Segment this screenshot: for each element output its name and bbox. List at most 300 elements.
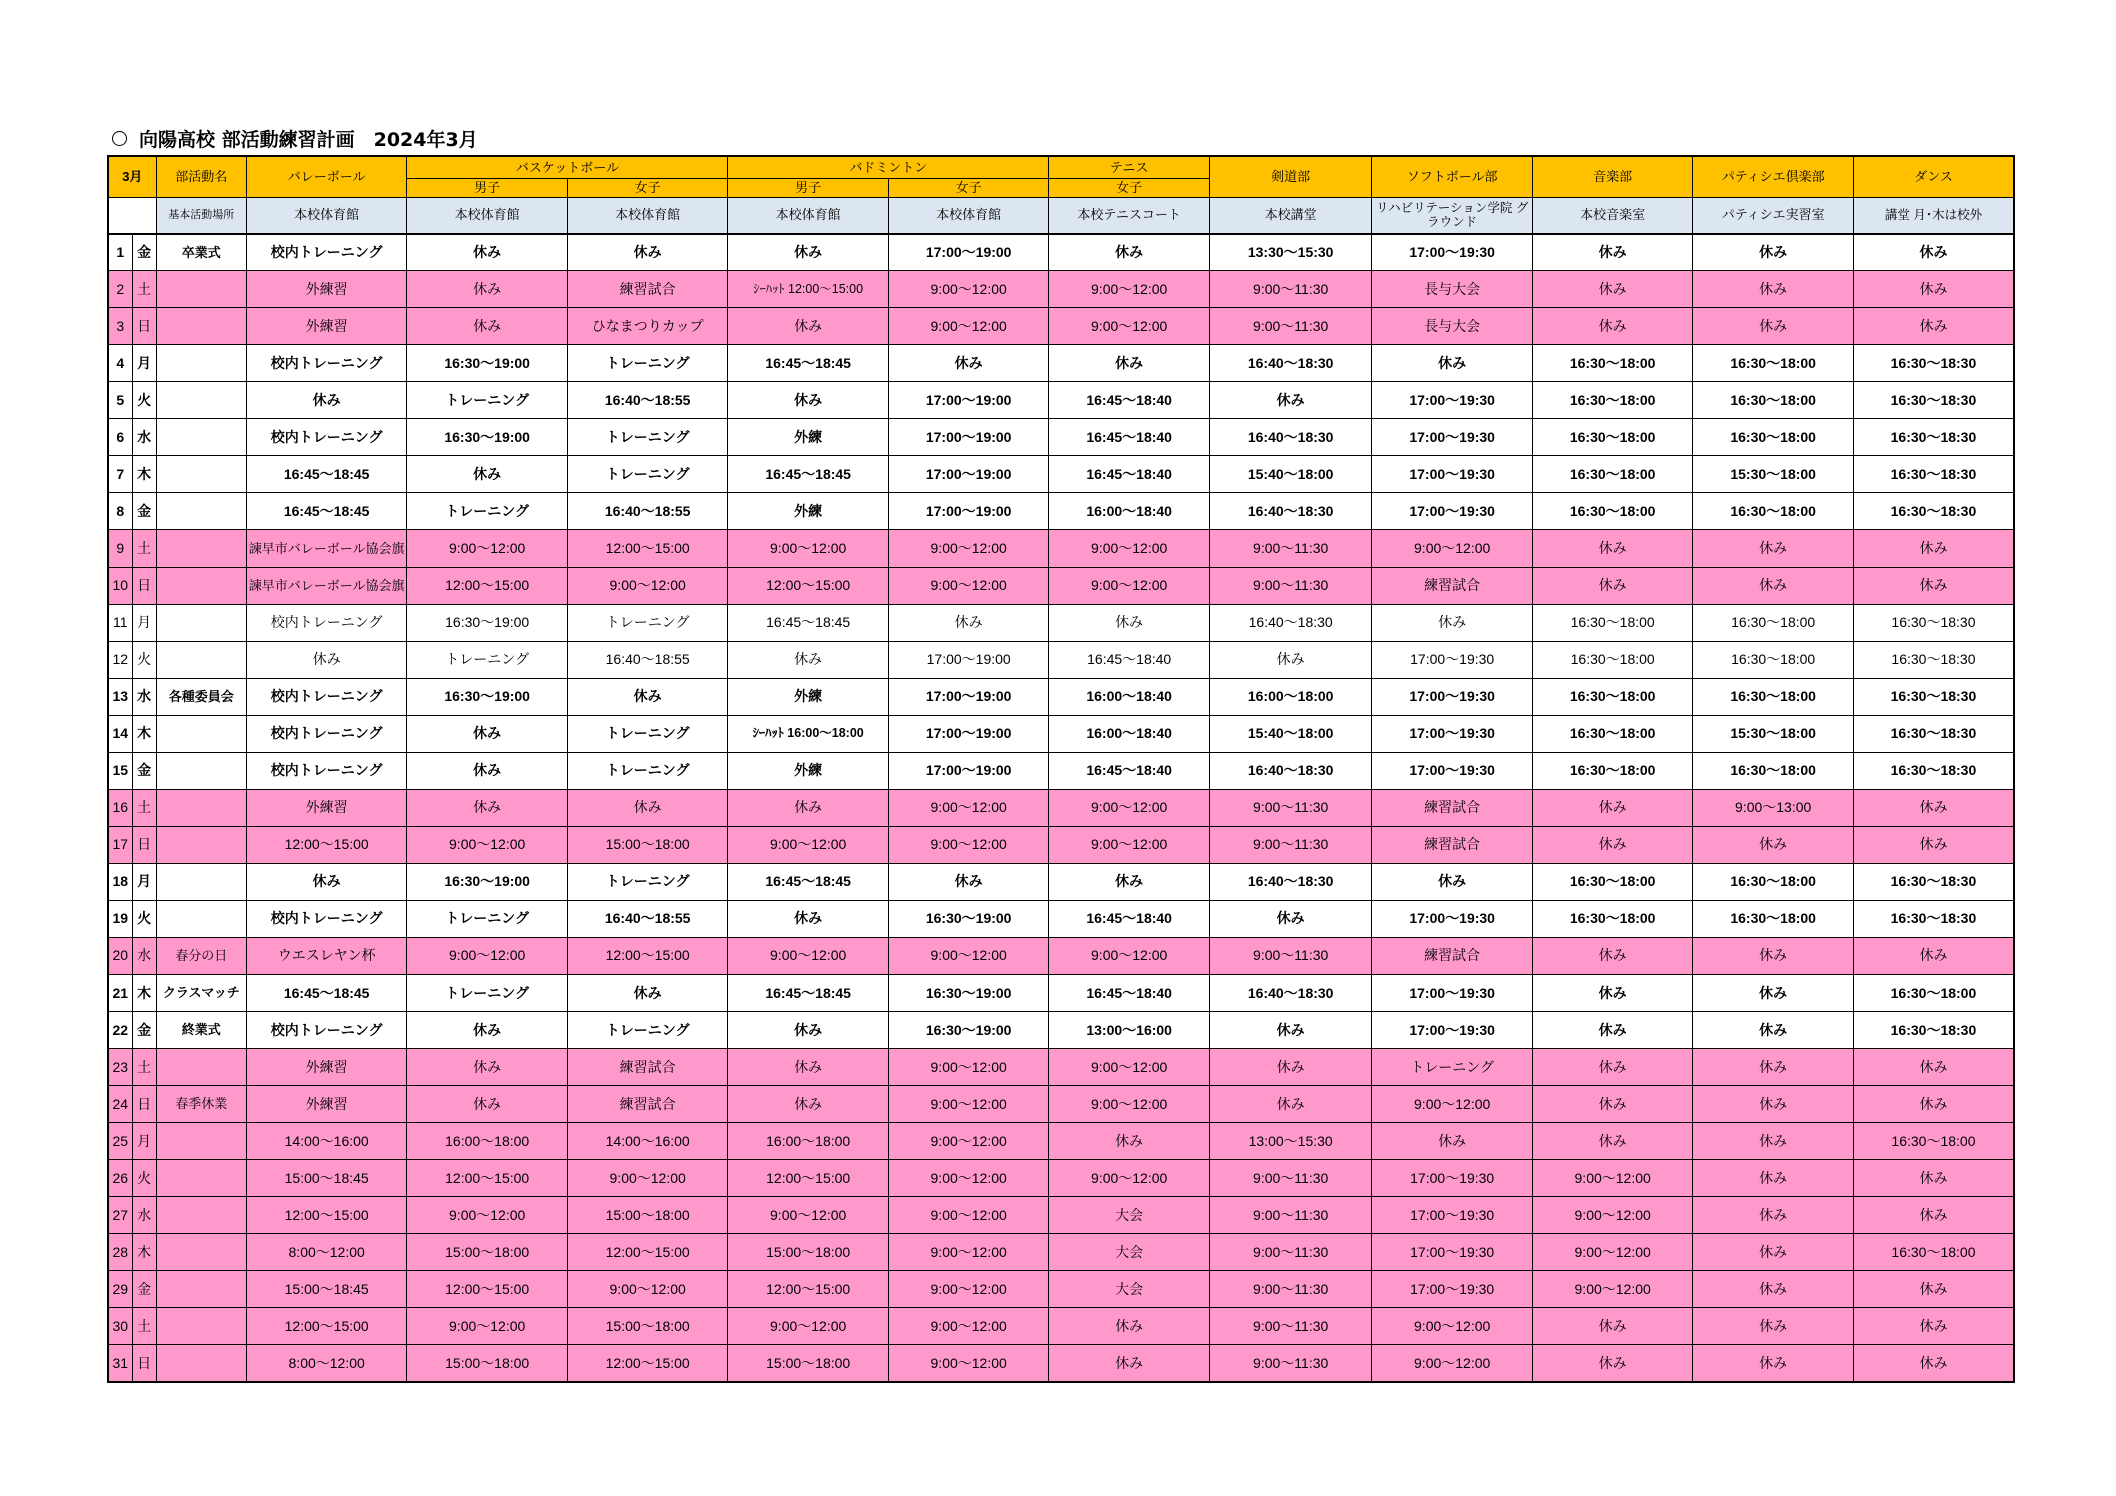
schedule-cell: 16:30～18:00 xyxy=(1693,678,1854,715)
event-cell: 各種委員会 xyxy=(156,678,246,715)
schedule-cell: トレーニング xyxy=(407,641,568,678)
schedule-cell: 9:00～11:30 xyxy=(1209,937,1372,974)
table-row xyxy=(108,1122,2014,1159)
schedule-cell: 16:30～19:00 xyxy=(888,900,1049,937)
weekday: 土 xyxy=(132,1308,156,1345)
schedule-cell: 休み xyxy=(1372,1122,1533,1159)
schedule-cell: 休み xyxy=(1209,382,1372,419)
day-number: 19 xyxy=(108,900,132,937)
schedule-cell: 9:00～12:00 xyxy=(888,1085,1049,1122)
schedule-cell: 休み xyxy=(728,308,889,345)
schedule-cell: 16:30～18:00 xyxy=(1532,493,1693,530)
event-cell: 春分の日 xyxy=(156,937,246,974)
schedule-cell: 16:30～18:00 xyxy=(1693,752,1854,789)
table-row xyxy=(108,789,2014,826)
table-row xyxy=(108,1271,2014,1308)
weekday: 日 xyxy=(132,1345,156,1382)
schedule-cell: 休み xyxy=(1693,234,1854,271)
schedule-cell: 16:45～18:40 xyxy=(1049,641,1210,678)
schedule-cell: 休み xyxy=(1693,1308,1854,1345)
weekday: 木 xyxy=(132,1234,156,1271)
schedule-cell: 16:30～18:30 xyxy=(1853,900,2014,937)
schedule-cell: 16:30～18:00 xyxy=(1532,752,1693,789)
day-number: 9 xyxy=(108,530,132,567)
day-number: 14 xyxy=(108,715,132,752)
schedule-cell: 休み xyxy=(1693,308,1854,345)
schedule-cell: 休み xyxy=(1209,1048,1372,1085)
club-dance: ダンス xyxy=(1853,156,2014,197)
event-cell xyxy=(156,900,246,937)
schedule-cell: トレーニング xyxy=(567,604,728,641)
schedule-cell: 16:45～18:45 xyxy=(246,493,407,530)
weekday: 水 xyxy=(132,678,156,715)
schedule-cell: 9:00～11:30 xyxy=(1209,1160,1372,1197)
table-row xyxy=(108,604,2014,641)
schedule-cell: 9:00～12:00 xyxy=(888,1160,1049,1197)
schedule-cell: 9:00～12:00 xyxy=(1372,1308,1533,1345)
schedule-cell: 17:00～19:30 xyxy=(1372,1160,1533,1197)
schedule-cell: 16:00～18:40 xyxy=(1049,493,1210,530)
event-cell xyxy=(156,604,246,641)
day-number: 18 xyxy=(108,863,132,900)
schedule-cell: 休み xyxy=(1693,937,1854,974)
schedule-cell: 16:40～18:30 xyxy=(1209,752,1372,789)
schedule-cell: 16:00～18:40 xyxy=(1049,715,1210,752)
schedule-cell: 17:00～19:30 xyxy=(1372,752,1533,789)
schedule-cell: 9:00～13:00 xyxy=(1693,789,1854,826)
weekday: 金 xyxy=(132,752,156,789)
table-row xyxy=(108,1308,2014,1345)
schedule-cell: 校内トレーニング xyxy=(246,419,407,456)
schedule-cell: 9:00～12:00 xyxy=(567,1160,728,1197)
schedule-cell: 9:00～12:00 xyxy=(1532,1197,1693,1234)
schedule-cell: 16:30～18:00 xyxy=(1532,715,1693,752)
schedule-cell: 休み xyxy=(567,678,728,715)
schedule-cell: 16:45～18:45 xyxy=(246,456,407,493)
schedule-cell: 9:00～12:00 xyxy=(888,1122,1049,1159)
schedule-cell: 休み xyxy=(246,641,407,678)
day-number: 7 xyxy=(108,456,132,493)
table-row xyxy=(108,419,2014,456)
schedule-cell: 9:00～12:00 xyxy=(728,937,889,974)
schedule-cell: 休み xyxy=(1532,234,1693,271)
day-number: 17 xyxy=(108,826,132,863)
schedule-cell: 16:30～18:00 xyxy=(1693,419,1854,456)
schedule-cell: 15:00～18:00 xyxy=(567,1308,728,1345)
day-number: 20 xyxy=(108,937,132,974)
schedule-cell: 休み xyxy=(246,863,407,900)
schedule-cell: 9:00～12:00 xyxy=(728,826,889,863)
event-cell xyxy=(156,1197,246,1234)
schedule-cell: 16:00～18:40 xyxy=(1049,678,1210,715)
schedule-cell: 16:30～18:30 xyxy=(1853,604,2014,641)
day-number: 25 xyxy=(108,1122,132,1159)
schedule-cell: 9:00～12:00 xyxy=(1049,271,1210,308)
schedule-cell: 16:30～18:30 xyxy=(1853,678,2014,715)
weekday: 日 xyxy=(132,826,156,863)
schedule-cell: 16:30～18:30 xyxy=(1853,456,2014,493)
schedule-cell: 9:00～11:30 xyxy=(1209,826,1372,863)
schedule-cell: 休み xyxy=(246,382,407,419)
schedule-cell: 16:30～18:00 xyxy=(1853,974,2014,1011)
schedule-cell: 16:30～18:30 xyxy=(1853,1011,2014,1048)
schedule-cell: 12:00～15:00 xyxy=(567,937,728,974)
schedule-cell: 校内トレーニング xyxy=(246,715,407,752)
schedule-cell: 外練 xyxy=(728,752,889,789)
schedule-cell: 9:00～12:00 xyxy=(1049,937,1210,974)
club-badminton: バドミントン xyxy=(728,156,1049,178)
schedule-cell: トレーニング xyxy=(567,863,728,900)
event-cell xyxy=(156,1122,246,1159)
schedule-cell: 9:00～12:00 xyxy=(407,826,568,863)
schedule-cell: 15:00～18:00 xyxy=(728,1234,889,1271)
schedule-cell: 16:40～18:55 xyxy=(567,900,728,937)
event-cell: 卒業式 xyxy=(156,234,246,271)
schedule-cell: 休み xyxy=(1049,1345,1210,1382)
schedule-cell: 16:45～18:40 xyxy=(1049,456,1210,493)
table-row xyxy=(108,826,2014,863)
schedule-cell: ひなまつりカップ xyxy=(567,308,728,345)
weekday: 火 xyxy=(132,641,156,678)
schedule-cell: 休み xyxy=(1209,641,1372,678)
day-number: 28 xyxy=(108,1234,132,1271)
schedule-cell: 休み xyxy=(1853,271,2014,308)
schedule-cell: 校内トレーニング xyxy=(246,234,407,271)
schedule-cell: 17:00～19:00 xyxy=(888,382,1049,419)
schedule-cell: 12:00～15:00 xyxy=(246,826,407,863)
schedule-cell: 休み xyxy=(407,1085,568,1122)
event-cell xyxy=(156,1345,246,1382)
event-cell xyxy=(156,863,246,900)
schedule-cell: 9:00～11:30 xyxy=(1209,1345,1372,1382)
schedule-cell: 9:00～12:00 xyxy=(888,1308,1049,1345)
schedule-cell: 16:30～19:00 xyxy=(888,1011,1049,1048)
schedule-cell: 休み xyxy=(1853,234,2014,271)
schedule-cell: 8:00～12:00 xyxy=(246,1234,407,1271)
schedule-cell: 14:00～16:00 xyxy=(246,1122,407,1159)
schedule-cell: 休み xyxy=(728,382,889,419)
table-row xyxy=(108,1160,2014,1197)
schedule-cell: 16:30～18:30 xyxy=(1853,715,2014,752)
schedule-cell: 休み xyxy=(1693,1085,1854,1122)
schedule-cell: 16:30～19:00 xyxy=(888,974,1049,1011)
schedule-cell: 休み xyxy=(1532,826,1693,863)
schedule-cell: 休み xyxy=(1372,345,1533,382)
schedule-cell: 17:00～19:00 xyxy=(888,641,1049,678)
day-number: 21 xyxy=(108,974,132,1011)
table-row xyxy=(108,1197,2014,1234)
day-number: 15 xyxy=(108,752,132,789)
schedule-cell: 12:00～15:00 xyxy=(407,1271,568,1308)
schedule-cell: 休み xyxy=(728,789,889,826)
schedule-cell: 休み xyxy=(407,789,568,826)
schedule-cell: 休み xyxy=(728,641,889,678)
club-tennis: テニス xyxy=(1049,156,1210,178)
schedule-cell: 16:45～18:40 xyxy=(1049,974,1210,1011)
table-row xyxy=(108,234,2014,271)
schedule-cell: 休み xyxy=(1853,308,2014,345)
schedule-cell: 9:00～12:00 xyxy=(728,1308,889,1345)
day-number: 4 xyxy=(108,345,132,382)
schedule-cell: 16:45～18:45 xyxy=(728,456,889,493)
schedule-cell: 17:00～19:30 xyxy=(1372,641,1533,678)
schedule-cell: トレーニング xyxy=(407,493,568,530)
page-title-text: 向陽高校 部活動練習計画 2024年3月 xyxy=(139,129,478,151)
schedule-cell: 9:00～12:00 xyxy=(888,789,1049,826)
schedule-cell: 16:30～18:00 xyxy=(1853,1122,2014,1159)
tennis-girls: 女子 xyxy=(1049,178,1210,197)
schedule-cell: 休み xyxy=(1532,974,1693,1011)
schedule-cell: 9:00～12:00 xyxy=(888,1234,1049,1271)
weekday: 日 xyxy=(132,567,156,604)
table-row xyxy=(108,1085,2014,1122)
schedule-cell: 17:00～19:00 xyxy=(888,456,1049,493)
schedule-cell: 9:00～12:00 xyxy=(407,1308,568,1345)
schedule-cell: 16:30～19:00 xyxy=(407,678,568,715)
schedule-cell: 17:00～19:00 xyxy=(888,715,1049,752)
table-row xyxy=(108,271,2014,308)
schedule-cell: 16:30～18:00 xyxy=(1693,382,1854,419)
schedule-cell: 16:40～18:30 xyxy=(1209,974,1372,1011)
schedule-cell: 12:00～15:00 xyxy=(246,1308,407,1345)
schedule-cell: 16:30～18:30 xyxy=(1853,641,2014,678)
schedule-cell: 休み xyxy=(1693,1234,1854,1271)
event-cell xyxy=(156,1160,246,1197)
schedule-cell: 9:00～12:00 xyxy=(1372,1085,1533,1122)
schedule-cell: 諫早市バレーボール協会旗 xyxy=(246,567,407,604)
schedule-cell: 休み xyxy=(1693,826,1854,863)
weekday: 金 xyxy=(132,1271,156,1308)
weekday: 土 xyxy=(132,271,156,308)
schedule-cell: 9:00～12:00 xyxy=(728,530,889,567)
schedule-cell: 16:45～18:45 xyxy=(728,974,889,1011)
day-number: 10 xyxy=(108,567,132,604)
weekday: 土 xyxy=(132,789,156,826)
schedule-cell: 休み xyxy=(1209,1085,1372,1122)
schedule-cell: 16:45～18:40 xyxy=(1049,382,1210,419)
place-basketball-boys: 本校体育館 xyxy=(407,197,568,233)
club-music: 音楽部 xyxy=(1532,156,1693,197)
schedule-cell: 16:30～18:00 xyxy=(1532,900,1693,937)
schedule-cell: 休み xyxy=(1853,567,2014,604)
schedule-cell: 9:00～12:00 xyxy=(1372,530,1533,567)
schedule-cell: 16:30～19:00 xyxy=(407,604,568,641)
schedule-cell: 休み xyxy=(888,604,1049,641)
table-row xyxy=(108,493,2014,530)
weekday: 水 xyxy=(132,937,156,974)
schedule-cell: 休み xyxy=(1853,937,2014,974)
schedule-cell: 休み xyxy=(728,900,889,937)
schedule-cell: 17:00～19:30 xyxy=(1372,493,1533,530)
schedule-cell: 15:00～18:00 xyxy=(407,1345,568,1382)
schedule-cell: 17:00～19:00 xyxy=(888,678,1049,715)
event-cell xyxy=(156,530,246,567)
schedule-cell: 9:00～11:30 xyxy=(1209,789,1372,826)
schedule-cell: 14:00～16:00 xyxy=(567,1122,728,1159)
schedule-cell: 校内トレーニング xyxy=(246,752,407,789)
schedule-cell: 校内トレーニング xyxy=(246,1011,407,1048)
basketball-girls: 女子 xyxy=(567,178,728,197)
schedule-cell: ウエスレヤン杯 xyxy=(246,937,407,974)
schedule-cell: 休み xyxy=(1853,1048,2014,1085)
schedule-cell: 17:00～19:00 xyxy=(888,493,1049,530)
schedule-cell: 16:45～18:40 xyxy=(1049,752,1210,789)
schedule-cell: 休み xyxy=(1693,1271,1854,1308)
schedule-cell: 16:30～18:00 xyxy=(1693,900,1854,937)
day-number: 24 xyxy=(108,1085,132,1122)
schedule-cell: 17:00～19:30 xyxy=(1372,678,1533,715)
schedule-cell: 校内トレーニング xyxy=(246,604,407,641)
weekday: 月 xyxy=(132,1122,156,1159)
schedule-cell: 9:00～12:00 xyxy=(888,271,1049,308)
schedule-cell: 13:30～15:30 xyxy=(1209,234,1372,271)
weekday: 土 xyxy=(132,530,156,567)
schedule-cell: 大会 xyxy=(1049,1197,1210,1234)
schedule-cell: 16:30～18:30 xyxy=(1853,493,2014,530)
table-row xyxy=(108,641,2014,678)
schedule-cell: 練習試合 xyxy=(567,1085,728,1122)
weekday: 火 xyxy=(132,382,156,419)
day-number: 26 xyxy=(108,1160,132,1197)
schedule-cell: 16:30～18:00 xyxy=(1853,1234,2014,1271)
schedule-cell: 休み xyxy=(728,234,889,271)
schedule-cell: 9:00～12:00 xyxy=(1532,1271,1693,1308)
schedule-cell: 16:30～18:00 xyxy=(1532,604,1693,641)
schedule-cell: 17:00～19:30 xyxy=(1372,382,1533,419)
schedule-cell: 12:00～15:00 xyxy=(728,1160,889,1197)
schedule-cell: トレーニング xyxy=(567,345,728,382)
weekday: 土 xyxy=(132,1048,156,1085)
schedule-cell: 休み xyxy=(1209,900,1372,937)
schedule-cell: 16:40～18:30 xyxy=(1209,604,1372,641)
schedule-cell: 9:00～11:30 xyxy=(1209,308,1372,345)
schedule-cell: 9:00～11:30 xyxy=(1209,271,1372,308)
event-cell xyxy=(156,271,246,308)
table-row xyxy=(108,308,2014,345)
schedule-cell: 休み xyxy=(728,1048,889,1085)
day-number: 23 xyxy=(108,1048,132,1085)
schedule-cell: 16:30～18:00 xyxy=(1532,641,1693,678)
schedule-cell: 9:00～11:30 xyxy=(1209,1308,1372,1345)
schedule-cell: 12:00～15:00 xyxy=(728,1271,889,1308)
event-cell xyxy=(156,826,246,863)
schedule-table xyxy=(107,155,2015,1383)
event-cell xyxy=(156,641,246,678)
event-cell xyxy=(156,382,246,419)
schedule-cell: ｼｰﾊｯﾄ 12:00～15:00 xyxy=(728,271,889,308)
place-softball: リハビリテーション学院 グラウンド xyxy=(1372,197,1533,233)
table-row xyxy=(108,937,2014,974)
schedule-cell: 休み xyxy=(407,308,568,345)
schedule-cell: 12:00～15:00 xyxy=(567,1345,728,1382)
schedule-cell: 16:40～18:30 xyxy=(1209,493,1372,530)
day-number: 13 xyxy=(108,678,132,715)
event-cell xyxy=(156,1271,246,1308)
schedule-cell: 9:00～12:00 xyxy=(888,826,1049,863)
day-number: 16 xyxy=(108,789,132,826)
schedule-cell: 休み xyxy=(1853,826,2014,863)
weekday: 金 xyxy=(132,234,156,271)
month-cell: 3月 xyxy=(108,156,156,197)
event-cell xyxy=(156,345,246,382)
schedule-cell: 13:00～16:00 xyxy=(1049,1011,1210,1048)
schedule-cell: 12:00～15:00 xyxy=(567,1234,728,1271)
schedule-cell: 休み xyxy=(1372,863,1533,900)
schedule-cell: 17:00～19:30 xyxy=(1372,1011,1533,1048)
schedule-cell: 12:00～15:00 xyxy=(407,1160,568,1197)
schedule-cell: 練習試合 xyxy=(1372,937,1533,974)
schedule-cell: 9:00～12:00 xyxy=(888,308,1049,345)
schedule-cell: 9:00～12:00 xyxy=(1049,308,1210,345)
schedule-cell: 16:30～18:30 xyxy=(1853,863,2014,900)
schedule-cell: 休み xyxy=(1209,1011,1372,1048)
schedule-cell: 9:00～12:00 xyxy=(1049,1160,1210,1197)
table-row xyxy=(108,567,2014,604)
schedule-cell: 大会 xyxy=(1049,1271,1210,1308)
schedule-cell: 休み xyxy=(407,456,568,493)
table-row xyxy=(108,715,2014,752)
schedule-cell: 15:30～18:00 xyxy=(1693,456,1854,493)
schedule-cell: 16:45～18:45 xyxy=(728,345,889,382)
schedule-cell: 休み xyxy=(1693,567,1854,604)
schedule-cell: 休み xyxy=(1693,1160,1854,1197)
weekday: 木 xyxy=(132,974,156,1011)
weekday: 木 xyxy=(132,456,156,493)
schedule-cell: 16:40～18:30 xyxy=(1209,345,1372,382)
schedule-cell: 休み xyxy=(1532,937,1693,974)
schedule-cell: 12:00～15:00 xyxy=(407,567,568,604)
circle-icon xyxy=(112,131,127,146)
weekday: 日 xyxy=(132,1085,156,1122)
place-badminton-boys: 本校体育館 xyxy=(728,197,889,233)
schedule-cell: 17:00～19:00 xyxy=(888,419,1049,456)
schedule-cell: 9:00～12:00 xyxy=(1049,789,1210,826)
event-cell: 春季休業 xyxy=(156,1085,246,1122)
schedule-cell: 9:00～11:30 xyxy=(1209,1197,1372,1234)
schedule-cell: 外練習 xyxy=(246,271,407,308)
place-volleyball: 本校体育館 xyxy=(246,197,407,233)
schedule-cell: ｼｰﾊｯﾄ 16:00～18:00 xyxy=(728,715,889,752)
weekday: 月 xyxy=(132,345,156,382)
schedule-cell: 9:00～12:00 xyxy=(888,1271,1049,1308)
event-cell xyxy=(156,419,246,456)
schedule-cell: 8:00～12:00 xyxy=(246,1345,407,1382)
day-number: 27 xyxy=(108,1197,132,1234)
place-tennis: 本校テニスコート xyxy=(1049,197,1210,233)
schedule-cell: 休み xyxy=(1532,271,1693,308)
schedule-cell: 16:30～18:00 xyxy=(1693,493,1854,530)
schedule-cell: 16:45～18:45 xyxy=(246,974,407,1011)
day-number: 3 xyxy=(108,308,132,345)
place-dance: 講堂 月･木は校外 xyxy=(1853,197,2014,233)
day-number: 8 xyxy=(108,493,132,530)
schedule-cell: 長与大会 xyxy=(1372,308,1533,345)
schedule-cell: 休み xyxy=(567,789,728,826)
schedule-cell: 休み xyxy=(1693,1048,1854,1085)
schedule-cell: 9:00～12:00 xyxy=(728,1197,889,1234)
schedule-cell: 16:40～18:30 xyxy=(1209,863,1372,900)
schedule-cell: 休み xyxy=(1049,1308,1210,1345)
schedule-cell: 休み xyxy=(1532,530,1693,567)
table-row xyxy=(108,1011,2014,1048)
schedule-cell: 9:00～12:00 xyxy=(1049,1048,1210,1085)
schedule-cell: 長与大会 xyxy=(1372,271,1533,308)
schedule-cell: 休み xyxy=(1853,530,2014,567)
schedule-cell: 15:00～18:45 xyxy=(246,1160,407,1197)
schedule-cell: 16:30～19:00 xyxy=(407,345,568,382)
schedule-cell: 休み xyxy=(1853,1197,2014,1234)
schedule-cell: 16:30～18:30 xyxy=(1853,345,2014,382)
